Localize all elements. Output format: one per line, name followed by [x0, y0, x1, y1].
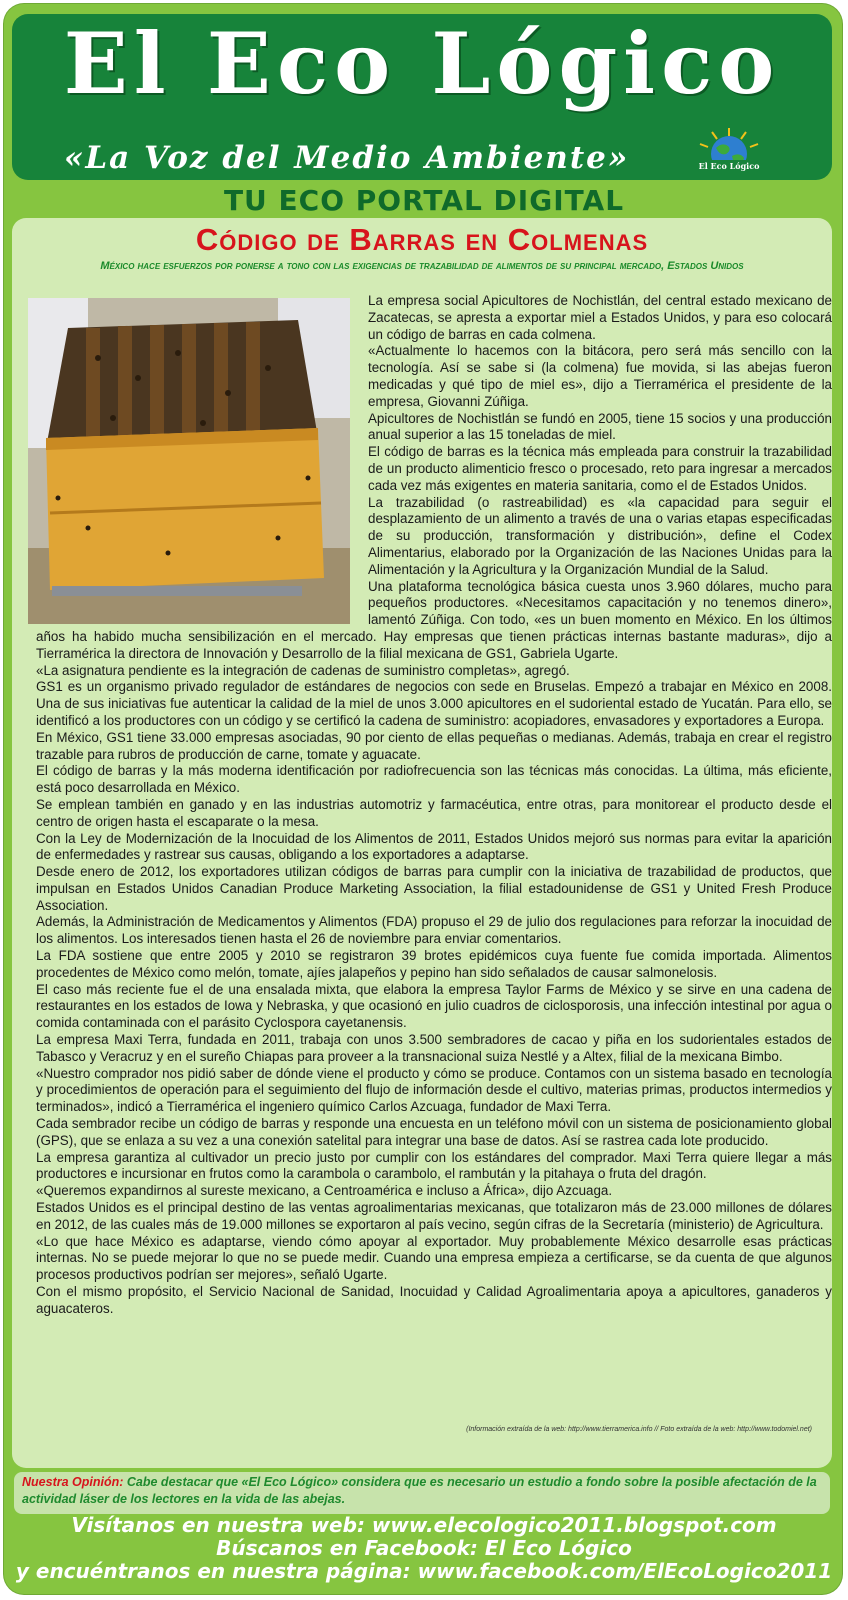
- footer-website-link[interactable]: Visítanos en nuestra web: www.elecologico2011.blogspot.com: [71, 1513, 777, 1537]
- paragraph: La empresa Maxi Terra, fundada en 2011, trabaja con unos 3.500 sembradores de cacao y piña en los sudorientales estados de Tabasco y Veracruz y en el sureño Chiapas para proveer a la transnacional suiza Nestlé y a Altex, filial de la mexicana Bimbo.: [36, 1032, 832, 1064]
- paragraph: El código de barras y la más moderna identificación por radiofrecuencia son las técnicas más conocidas. La última, más eficiente, está poco desarrollada en México.: [36, 763, 832, 796]
- globe-logo-icon: [692, 126, 766, 182]
- paragraph: En México, GS1 tiene 33.000 empresas asociadas, 90 por ciento de ellas pequeñas o medianas. Además, trabaja en crear el registro trazable para rubros de producción de carne, tomate y aguacate.: [36, 729, 832, 762]
- paragraph: «Actualmente lo hacemos con la bitácora, pero será más sencillo con la tecnología. Así se sabe si (la colmena) fue movida, si las abejas fueron medicadas y qué tipo de miel es», dijo a Tierramérica el presidente de la empresa, Giovanni Zúñiga.: [368, 343, 832, 409]
- paragraph: Además, la Administración de Medicamentos y Alimentos (FDA) propuso el 29 de julio dos regulaciones para reforzar la inocuidad de los alimentos. Los interesados tienen hasta el 26 de noviembre para enviar comentarios.: [36, 914, 832, 947]
- paragraph: El caso más reciente fue el de una ensalada mixta, que elabora la empresa Taylor Farms de México y se sirve en una cadena de restaurantes en los estados de Iowa y Nebraska, y que ocasionó en julio cuadros de ciclosporosis, una infección intestinal por agua o comida contaminada con el parásito Cyclospora cayetanensis.: [36, 981, 832, 1031]
- paragraph: La FDA sostiene que entre 2005 y 2010 se registraron 39 brotes epidémicos cuya fuente fue comida importada. Alimentos procedentes de México como melón, tomate, ajíes jalapeños y pepino han sido señalados de causar salmonelosis.: [36, 948, 832, 980]
- paragraph: Se emplean también en ganado y en las industrias automotriz y farmacéutica, entre otras, para monitorear el producto desde el centro de origen hasta el escaparate o la mesa.: [36, 796, 832, 829]
- masthead-title: El Eco Lógico: [63, 14, 781, 113]
- paragraph: Apicultores de Nochistlán se fundó en 2005, tiene 15 socios y una producción anual superior a las 15 toneladas de miel.: [368, 410, 832, 443]
- article-panel: [12, 218, 832, 1468]
- footer-facebook-line: Búscanos en Facebook: El Eco Lógico: [216, 1536, 632, 1560]
- paragraph: Estados Unidos es el principal destino de las ventas agroalimentarias mexicanas, que totalizaron más de 23.000 millones de dólares en 2012, de las cuales más de 19.000 millones se exportaron al país vecino, según cifras de la Secretaría (ministerio) de Agricultura.: [36, 1200, 832, 1232]
- paragraph: Cada sembrador recibe un código de barras y responde una encuesta en un teléfono móvil con un sistema de posicionamiento global (GPS), que se enlaza a su vez a una conexión satelital para integrar una base de datos. Así se rastrea cada lote producido.: [36, 1116, 832, 1148]
- footer-facebook-page-link[interactable]: y encuéntranos en nuestra página: www.facebook.com/ElEcoLogico2011: [15, 1559, 833, 1583]
- opinion-label: Nuestra Opinión:: [22, 1475, 124, 1489]
- opinion-text: Cabe destacar que «El Eco Lógico» considera que es necesario un estudio a fondo sobre la posible afectación de la actividad láser de los lectores en la vida de las abejas.: [22, 1475, 817, 1506]
- article-headline: Código de Barras en Colmenas: [195, 222, 649, 257]
- paragraph: GS1 es un organismo privado regulador de estándares de negocios con sede en Bruselas. Empezó a trabajar en México en 2008. Una de sus iniciativas fue autenticar la calidad de la miel de unos 3.000 apicultores en el sudoriental estado de Yucatán. Para ello, se identificó a los productores con un código y se certificó la cadena de suministro: acopiadores, envasadores y exportadores a Europa.: [36, 679, 832, 728]
- article-subheadline: México hace esfuerzos por ponerse a tono con las exigencias de trazabilidad de alimentos de su principal mercado, Estados Unidos: [100, 260, 744, 272]
- paragraph: La empresa garantiza al cultivador un precio justo por cumplir con los estándares del comprador. Maxi Terra quiere llegar a más productores e incursionar en frutos como la carambola o carambolo, el rambután y la pitahaya o fruta del dragón.: [36, 1149, 832, 1182]
- opinion-box: [14, 1472, 830, 1514]
- paragraph: «Queremos expandirnos al sureste mexicano, a Centroamérica e incluso a África», dijo Azcuaga.: [36, 1183, 613, 1199]
- paragraph: El código de barras es la técnica más empleada para construir la trazabilidad de un producto alimenticio fresco o procesado, reto para ingresar a mercados cada vez más exigentes en materia sanitaria, como el de Estados Unidos.: [368, 444, 832, 493]
- paragraph: «La asignatura pendiente es la integración de cadenas de suministro completas», agregó.: [36, 662, 570, 678]
- article-body: [36, 293, 832, 1318]
- paragraph: Con la Ley de Modernización de la Inocuidad de los Alimentos de 2011, Estados Unidos mejoró sus normas para evitar la aparición de enfermedades y rastrear sus causas, obligando a los exportadores a adaptarse.: [36, 830, 832, 863]
- paragraph: Con el mismo propósito, el Servicio Nacional de Sanidad, Inocuidad y Calidad Agroalimentaria apoya a apicultores, ganaderos y aguacateros.: [36, 1284, 832, 1316]
- portal-label: TU ECO PORTAL DIGITAL: [223, 184, 625, 217]
- paragraph: «Nuestro comprador nos pidió saber de dónde viene el producto y cómo se produce. Contamos con un sistema basado en tecnología y procedimientos de operación para el seguimiento del flujo de información desde el cultivo, materias primas, productos intermedios y terminados», indicó a Tierramérica el ingeniero químico Carlos Azcuaga, fundador de Maxi Terra.: [36, 1065, 832, 1115]
- image-credits: (Información extraída de la web: http://www.tierramerica.info // Foto extraída de la web: http://www.todomiel.net): [466, 1426, 812, 1433]
- paragraph: Desde enero de 2012, los exportadores utilizan códigos de barras para cumplir con la iniciativa de trazabilidad de productos, que impulsan en Estados Unidos Canadian Produce Marketing Association, la filial estadounidense de GS1 y United Fresh Produce Association.: [36, 864, 832, 913]
- footer: [0, 1514, 848, 1583]
- masthead-subtitle: «La Voz del Medio Ambiente»: [64, 140, 630, 176]
- logo-text: El Eco Lógico: [698, 161, 760, 171]
- paragraph: Una plataforma tecnológica básica cuesta unos 3.960 dólares, mucho para pequeños productores. «Necesitamos capacitación y no tenemos dinero», lamentó Zúñiga. Con todo, «es un buen momento en México. En los últimos años ha habido mucha sensibilización en el mercado. Hay empresas que tienen prácticas internas bastante maduras», dijo a Tierramérica la directora de Innovación y Desarrollo de la filial mexicana de GS1, Gabriela Ugarte.: [36, 578, 832, 661]
- paragraph: La trazabilidad (o rastreabilidad) es «la capacidad para seguir el desplazamiento de un alimento a través de una o varias etapas especificadas de su producción, transformación y distribución», define el Codex Alimentarius, elaborado por la Organización de las Naciones Unidas para la Alimentación y la Agricultura y la Organización Mundial de la Salud.: [368, 494, 832, 577]
- paragraph: «Lo que hace México es adaptarse, viendo cómo apoyar al exportador. Muy probablemente México desarrolle esas prácticas internas. No se puede mejorar lo que no se puede medir. Cuando una empresa empieza a certificarse, se da cuenta de que algunos procesos productivos podrían ser mejores», señaló Ugarte.: [36, 1233, 832, 1283]
- masthead: [12, 14, 832, 180]
- paragraph: La empresa social Apicultores de Nochistlán, del central estado mexicano de Zacatecas, se apresta a exportar miel a Estados Unidos, y para eso colocará un código de barras en cada colmena.: [368, 293, 832, 342]
